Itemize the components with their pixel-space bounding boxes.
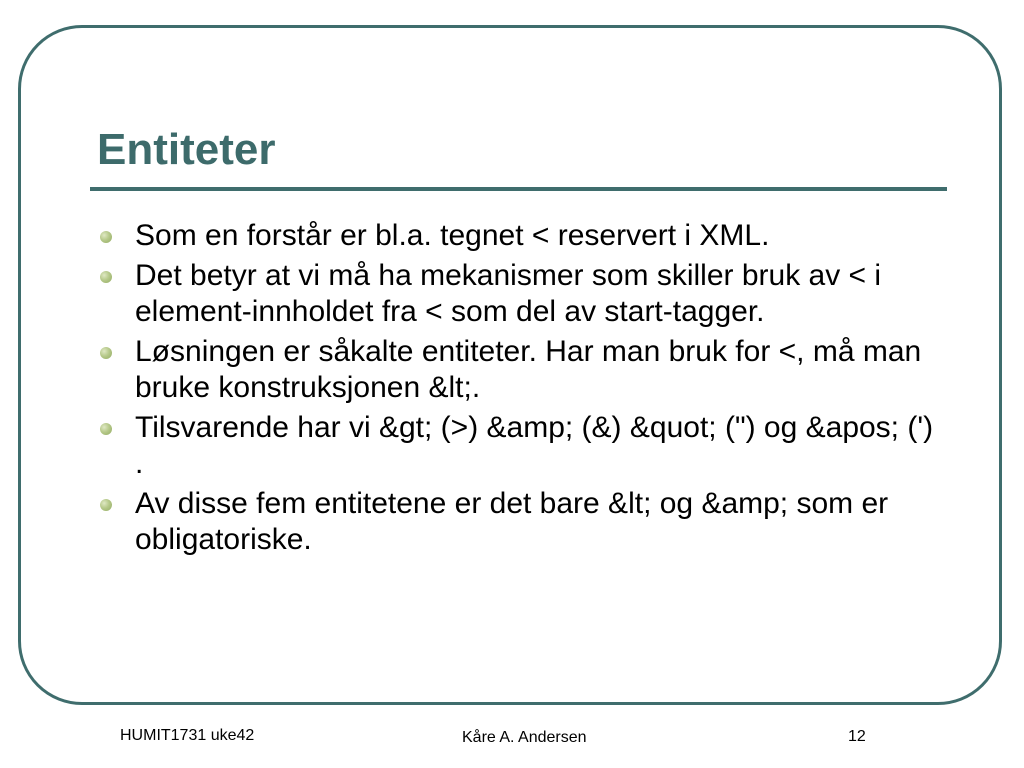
footer-author: Kåre A. Andersen	[462, 729, 587, 746]
bullet-dot-icon	[100, 231, 112, 243]
bullet-text: Tilsvarende har vi &gt; (>) &amp; (&) &quot; (") og &apos; (') .	[135, 411, 934, 480]
bullet-dot-icon	[100, 271, 112, 283]
bullet-list	[97, 218, 937, 562]
footer-page-number: 12	[848, 728, 866, 745]
bullet-item	[97, 218, 937, 254]
bullet-item	[97, 334, 937, 406]
bullet-dot-icon	[100, 423, 112, 435]
bullet-dot-icon	[100, 499, 112, 511]
slide-title: Entiteter	[97, 125, 276, 174]
bullet-text: Av disse fem entitetene er det bare &lt; og &amp; som er obligatoriske.	[135, 487, 889, 556]
title-underline	[90, 187, 947, 191]
bullet-text: Løsningen er såkalte entiteter. Har man bruk for <, må man bruke konstruksjonen &lt;.	[135, 335, 922, 404]
footer-course-label: HUMIT1731 uke42	[120, 727, 255, 744]
bullet-item	[97, 258, 937, 330]
bullet-item	[97, 486, 937, 558]
bullet-dot-icon	[100, 347, 112, 359]
bullet-item	[97, 410, 937, 482]
bullet-text: Som en forstår er bl.a. tegnet < reservert i XML.	[135, 219, 770, 252]
bullet-text: Det betyr at vi må ha mekanismer som skiller bruk av < i element-innholdet fra < som del av start-tagger.	[135, 259, 882, 328]
